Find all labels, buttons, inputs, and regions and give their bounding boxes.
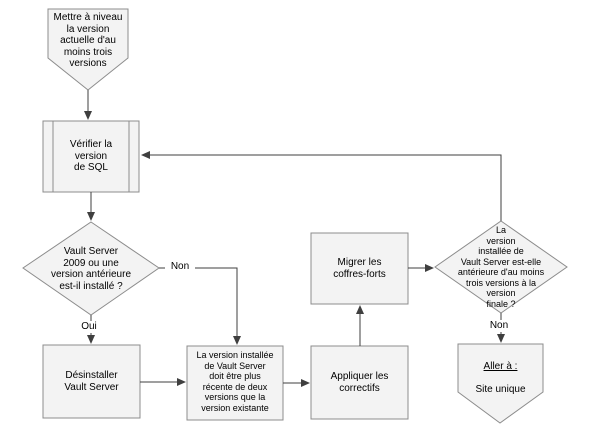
process-version-requirement-label: La version installée de Vault Server doit être plus récente de deux versions que la version existante: [196, 350, 274, 413]
connector-non-to-version-requirement: [159, 268, 237, 344]
process-uninstall-label: Désinstaller Vault Server: [64, 370, 119, 393]
connector-loop-back-to-check-sql: [142, 155, 501, 221]
process-migrate-vaults-label: Migrer les coffres-forts: [333, 257, 386, 280]
decision-final-label: La version installée de Vault Server est-elle antérieure d'au moins trois versions à la version finale ?: [457, 225, 545, 309]
process-apply-patches-label: Appliquer les correctifs: [330, 371, 389, 394]
decision-vault2009-label: Vault Server 2009 ou une version antérieure est-il installé ?: [50, 246, 132, 292]
offpage-connector-goto-label[interactable]: [458, 349, 543, 407]
offpage-connector-upgrade-label: Mettre à niveau la version actuelle d'au moins trois versions: [53, 12, 123, 69]
predefined-process-check-sql-label: Vérifier la version de SQL: [69, 139, 113, 173]
goto-site-target: Site unique: [475, 383, 526, 395]
goto-site-link[interactable]: Aller à :: [483, 360, 518, 372]
edge-label-non-left: Non: [165, 261, 195, 273]
edge-label-oui: Oui: [75, 321, 103, 333]
edge-label-non-right: Non: [483, 320, 515, 332]
